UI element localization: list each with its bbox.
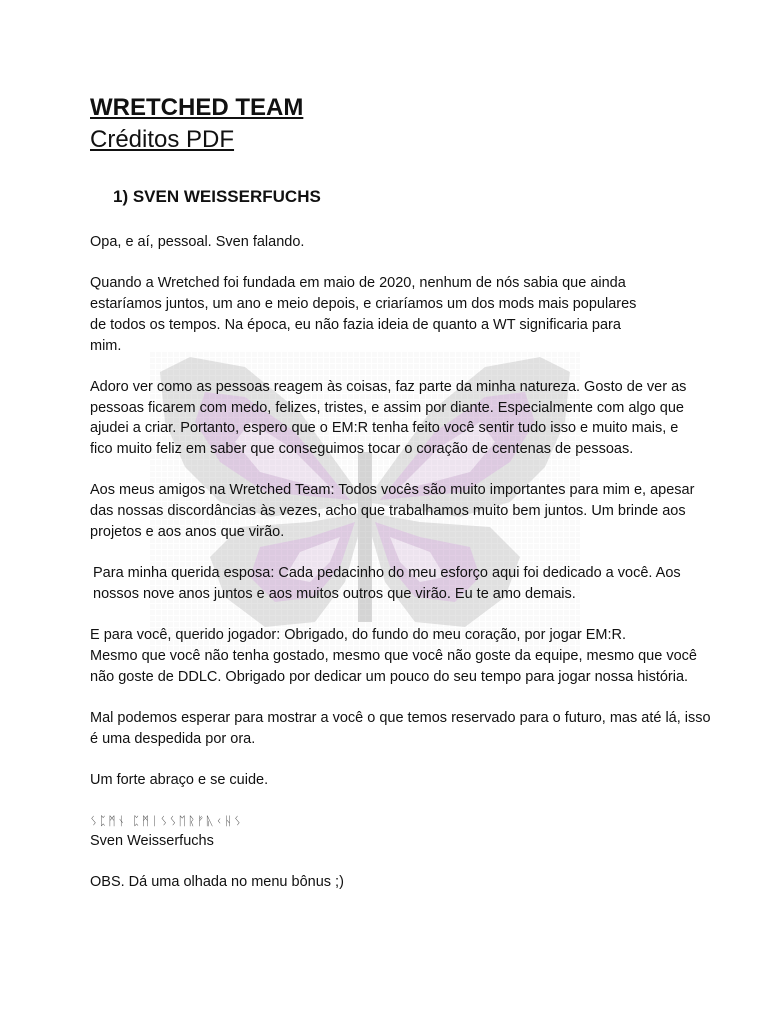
paragraph-team: Aos meus amigos na Wretched Team: Todos vocês são muito importantes para mim e, apesar das nossas discordâncias às vezes, acho que trabalhamos muito bem juntos. Um brinde aos projetos e aos anos que virão. <box>90 482 695 540</box>
paragraph-player: E para você, querido jogador: Obrigado, do fundo do meu coração, por jogar EM:R. Mesmo que você não tenha gostado, mesmo que você não goste da equipe, mesmo que você não goste de DDLC. Obrigado por dedicar um pouco do seu tempo para jogar nossa história. <box>90 627 697 685</box>
document-title: WRETCHED TEAM <box>90 94 304 121</box>
paragraph-founding: Quando a Wretched foi fundada em maio de 2020, nenhum de nós sabia que ainda estaríamos juntos, um ano e meio depois, e criaríamos um dos mods mais populares de todos os tempos. Na época, eu não fazia ideia de quanto a WT significaria para mim. <box>90 275 637 354</box>
signature-runes: ᛊᛈᛗᚾ ᛈᛗᛁᛊᛊᛖᚱᚠᚣᚲᚺᛊ <box>90 813 244 828</box>
section-heading: 1) SVEN WEISSERFUCHS <box>113 187 321 206</box>
postscript: OBS. Dá uma olhada no menu bônus ;) <box>90 873 344 890</box>
paragraph-wife: Para minha querida esposa: Cada pedacinho do meu esforço aqui foi dedicado a você. Aos nossos nove anos juntos e aos muitos outros que virão. Eu te amo demais. <box>93 565 681 602</box>
signature-name: Sven Weisserfuchs <box>90 832 214 849</box>
document-subtitle: Créditos PDF <box>90 126 235 153</box>
paragraph-reactions: Adoro ver como as pessoas reagem às coisas, faz parte da minha natureza. Gosto de ver as pessoas ficarem com medo, felizes, tristes, e assim por diante. Especialmente com algo que ajudei a criar. Portanto, espero que o EM:R tenha feito você sentir tudo isso e muito mais, e fico muito feliz em saber que conseguimos tocar o coração de centenas de pessoas. <box>90 378 687 457</box>
paragraph-farewell: Um forte abraço e se cuide. <box>90 772 269 789</box>
paragraph-future: Mal podemos esperar para mostrar a você o que temos reservado para o futuro, mas até lá, isso é uma despedida por ora. <box>90 710 711 747</box>
paragraph-greeting: Opa, e aí, pessoal. Sven falando. <box>90 234 305 250</box>
document-page <box>90 92 715 892</box>
